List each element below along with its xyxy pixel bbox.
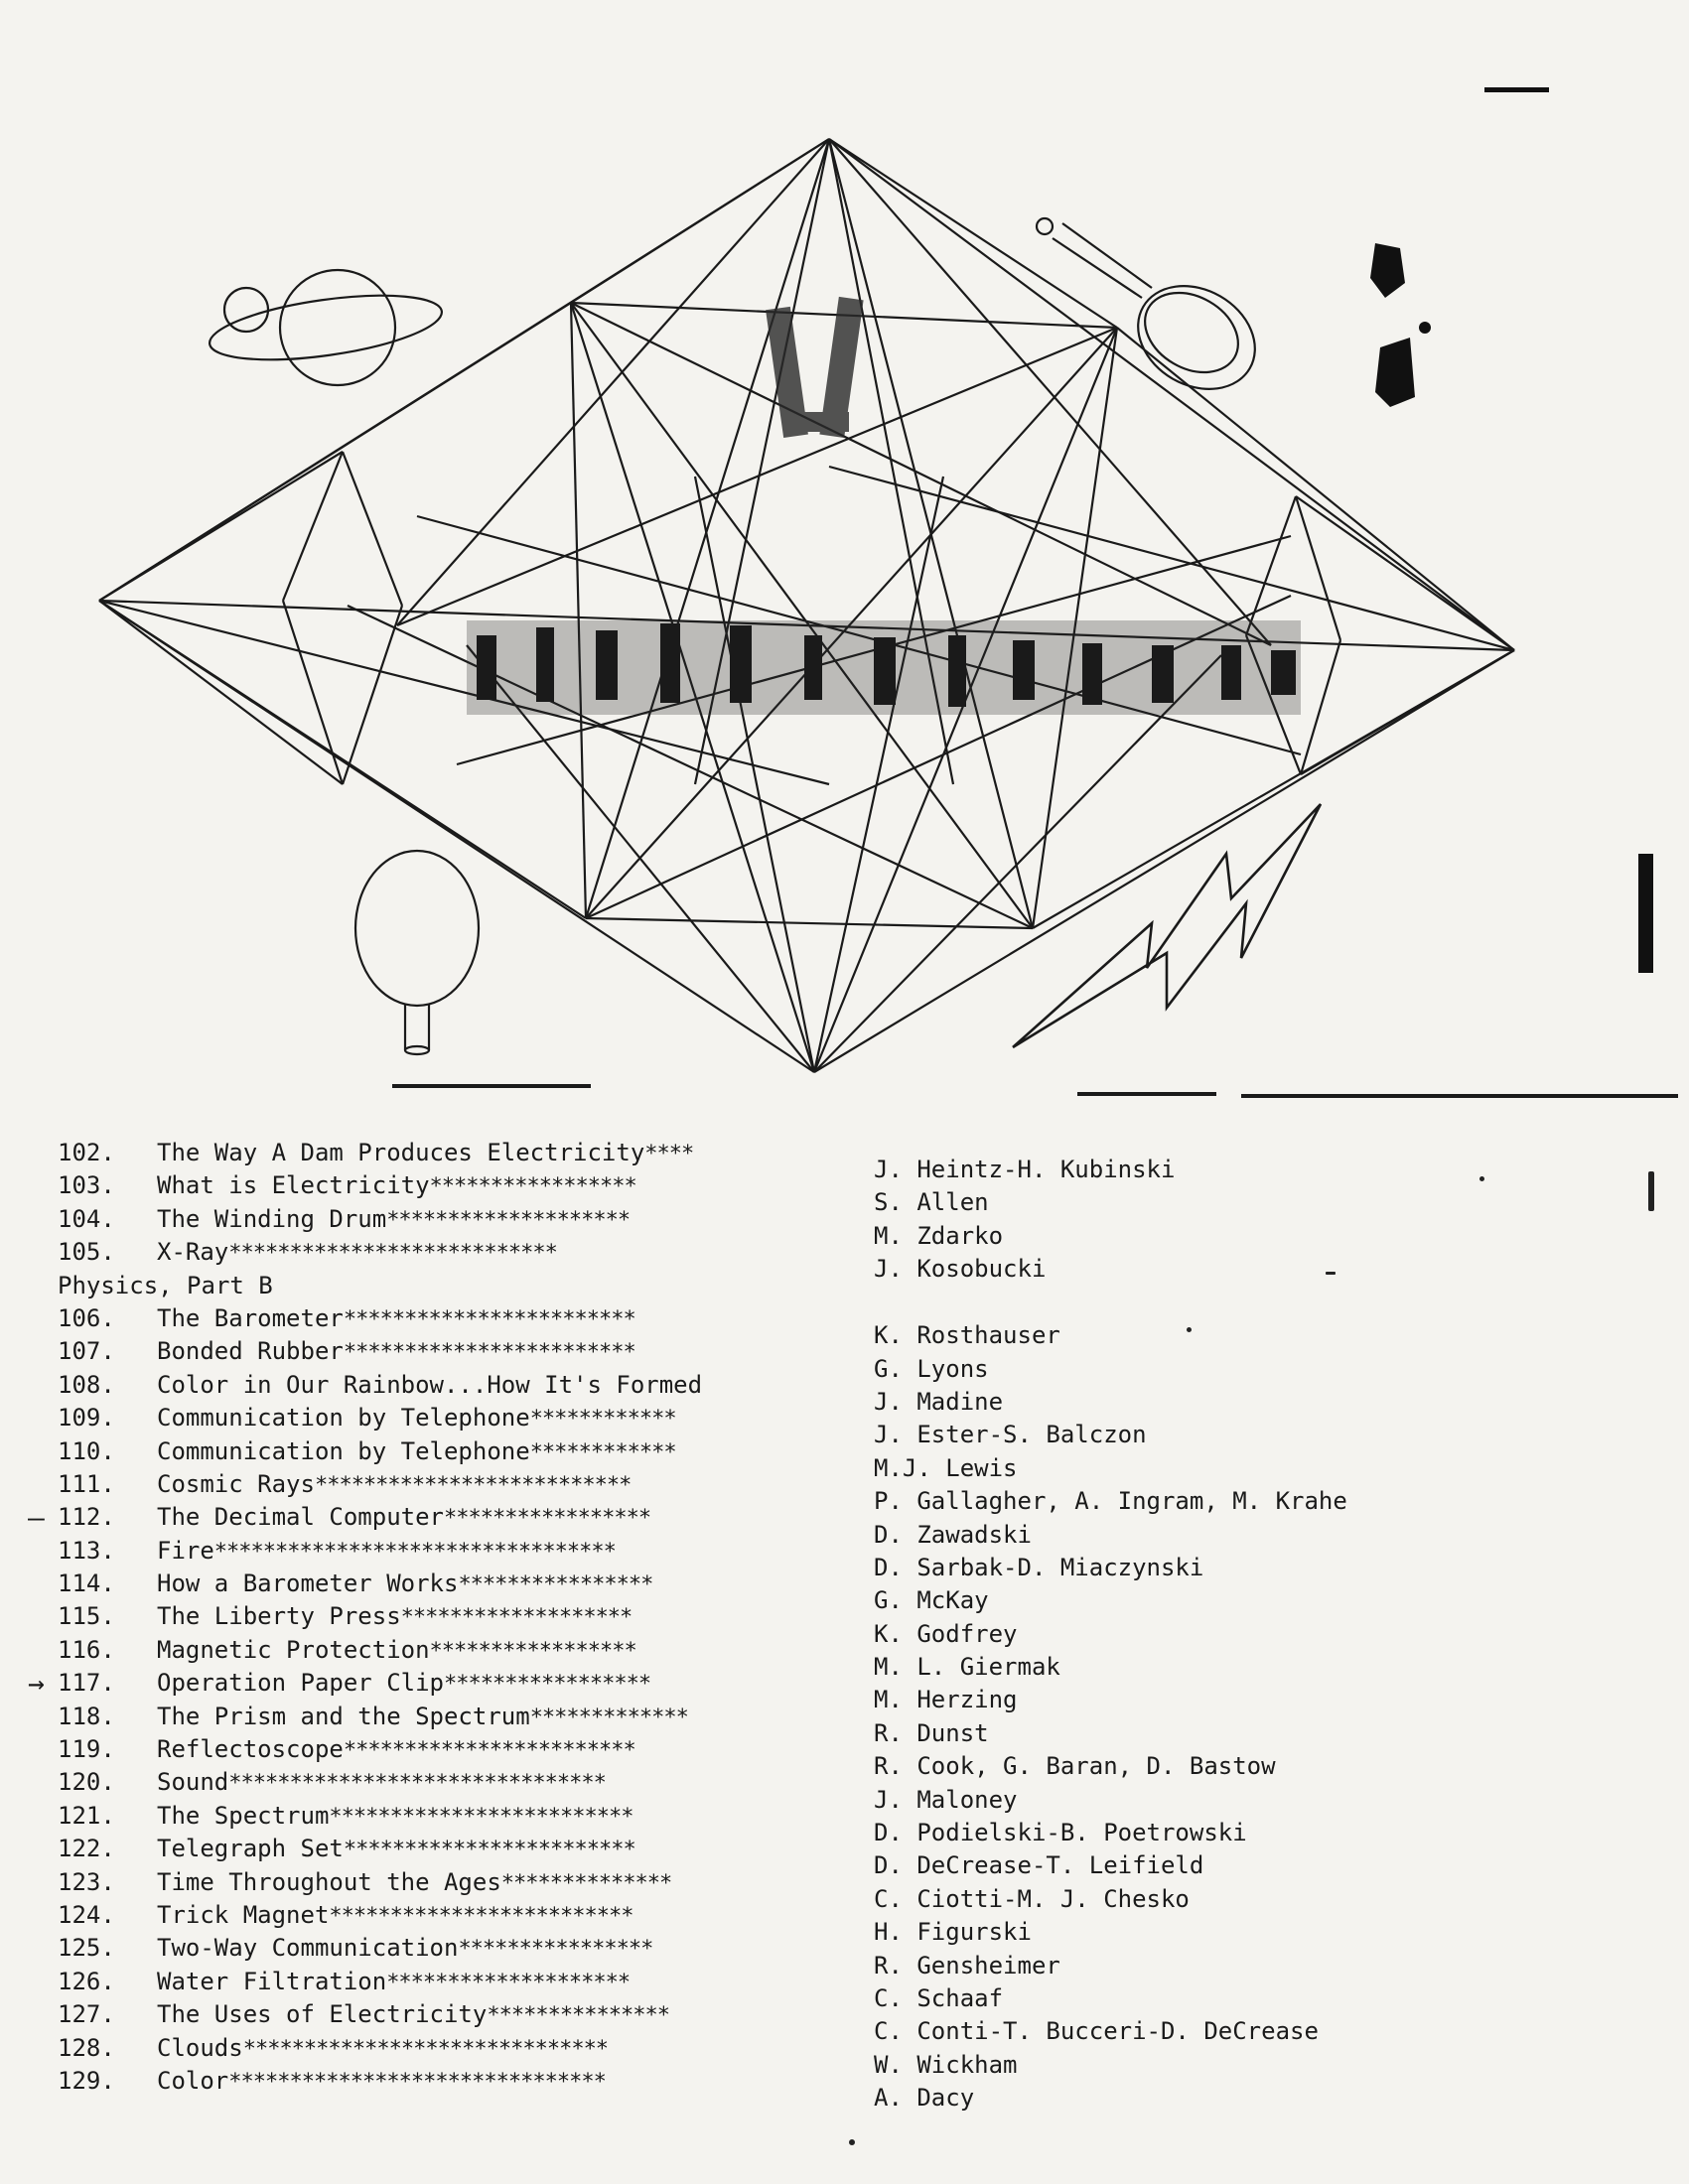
student-name: K. Rosthauser [874,1321,1060,1350]
left-small-diamond [99,452,402,784]
entry-title: Communication by Telephone [157,1404,530,1433]
entry-title: Two-Way Communication [157,1934,459,1963]
margin-dash-mark: — [28,1501,45,1535]
entry-title: The Liberty Press [157,1602,401,1631]
list-item [58,1568,852,1600]
entry-title: Time Throughout the Ages [157,1867,501,1896]
entry-title: Bonded Rubber [157,1337,344,1366]
entry-title: Telegraph Set [157,1835,344,1863]
student-name: D. Sarbak-D. Miaczynski [874,1553,1204,1581]
list-item [58,1998,852,2031]
student-name: M. Herzing [874,1686,1018,1714]
entry-fill: ******************** [386,1970,631,1995]
entry-fill: ************* [529,1705,688,1730]
entry-number: 113. [58,1536,115,1565]
student-name: C. Ciotti-M. J. Chesko [874,1884,1190,1913]
entry-title: The Winding Drum [157,1204,387,1233]
entry-number: 122. [58,1835,115,1863]
student-name: R. Cook, G. Baran, D. Bastow [874,1752,1276,1781]
entry-number: 103. [58,1171,115,1200]
entry-title: Clouds [157,2033,243,2062]
student-name: R. Dunst [874,1718,989,1747]
entry-number: 118. [58,1702,115,1730]
entry-number: 128. [58,2033,115,2062]
entry-fill: **************** [458,1572,653,1598]
list-item [58,1866,852,1899]
entry-number: 105. [58,1238,115,1267]
entry-number: 108. [58,1370,115,1399]
entry-title: The Uses of Electricity [157,2000,488,2029]
ink-speck [1648,1171,1654,1211]
list-item [58,1302,852,1335]
list-item [58,1236,852,1269]
entry-fill: ************************ [343,1340,635,1366]
list-item [58,1600,852,1633]
student-name: H. Figurski [874,1918,1032,1947]
entry-fill: ************************ [343,1838,635,1863]
entry-title: Color in Our Rainbow...How It's Formed [157,1370,703,1399]
list-item [58,1402,852,1434]
list-item [58,1335,852,1368]
entry-title: Sound [157,1768,229,1797]
entry-fill: ************************ [343,1306,635,1332]
student-name: G. Lyons [874,1354,989,1383]
entry-title: Reflectoscope [157,1735,344,1764]
bulb-drawing [355,851,479,1054]
entry-fill: ***************** [429,1638,636,1664]
entry-number: 115. [58,1602,115,1631]
list-item [58,2032,852,2065]
entry-number: 126. [58,1967,115,1995]
star-lines [99,139,1514,1072]
section-heading [58,1270,852,1302]
entry-title: X-Ray [157,1238,229,1267]
list-item [58,1733,852,1766]
entry-title: How a Barometer Works [157,1570,459,1598]
list-item [58,1535,852,1568]
student-name: R. Gensheimer [874,1951,1060,1979]
list-item [58,1435,852,1468]
entry-fill: ***************** [443,1506,651,1532]
list-item [58,1203,852,1236]
list-item [28,1501,852,1535]
student-name: C. Schaaf [874,1983,1004,2012]
student-name: M. L. Giermak [874,1653,1060,1682]
entry-fill: ************** [500,1870,672,1896]
entry-number: 106. [58,1303,115,1332]
entry-fill: ************ [529,1407,676,1433]
ink-speck [1479,1176,1484,1181]
entry-fill: *************** [487,2003,670,2029]
list-item [58,1833,852,1865]
list-item [58,1800,852,1833]
entry-title: The Barometer [157,1303,344,1332]
ink-speck [1326,1272,1336,1275]
student-name: J. Heintz-H. Kubinski [874,1156,1176,1183]
student-name: K. Godfrey [874,1619,1018,1648]
entry-title: What is Electricity [157,1171,430,1200]
entry-fill: ******************* [400,1605,633,1631]
student-name: J. Kosobucki [874,1255,1047,1284]
entry-fill: ************************* [329,1804,633,1830]
entry-title: The Spectrum [157,1801,330,1830]
entry-number: 119. [58,1735,115,1764]
student-name: M. Zdarko [874,1221,1004,1250]
student-name: J. Ester-S. Balczon [874,1421,1147,1449]
project-titles-column [28,1137,852,2098]
entry-number: 110. [58,1436,115,1465]
entry-fill: ******************************* [228,2069,606,2095]
entry-title: Communication by Telephone [157,1436,530,1465]
list-item [28,1667,852,1701]
student-names-column [874,1154,1668,2116]
entry-number: 104. [58,1204,115,1233]
entry-title: The Way A Dam Produces Electricity [157,1139,645,1166]
entry-number: 107. [58,1337,115,1366]
entry-fill: ***************** [443,1672,651,1698]
entry-title: The Prism and the Spectrum [157,1702,530,1730]
entry-title: Color [157,2066,229,2095]
section-heading-text: Physics, Part B [58,1271,273,1299]
entry-number: 125. [58,1934,115,1963]
student-name: D. Zawadski [874,1520,1032,1549]
entry-number: 129. [58,2066,115,2095]
outer-diamond [99,139,1514,1072]
entry-number: 111. [58,1469,115,1498]
list-item [58,1468,852,1501]
entry-title: Operation Paper Clip [157,1669,444,1698]
student-name: M.J. Lewis [874,1453,1018,1482]
list-item [58,1899,852,1932]
entry-title: Magnetic Protection [157,1635,430,1664]
list-item [58,1137,852,1169]
entry-fill: ************ [529,1439,676,1465]
entry-number: 116. [58,1635,115,1664]
entry-number: 112. [58,1503,115,1532]
entry-fill: ************************ [343,1738,635,1764]
entry-title: Water Filtration [157,1967,387,1995]
list-item [58,1369,852,1402]
ink-speck [1187,1327,1192,1332]
entry-fill: ************************** [314,1472,632,1498]
student-name: S. Allen [874,1188,989,1217]
entry-title: Fire [157,1536,214,1565]
entry-number: 124. [58,1900,115,1929]
entry-fill: **************** [458,1937,653,1963]
student-name: J. Madine [874,1387,1004,1416]
list-item [58,1932,852,1965]
list-item [58,1766,852,1799]
student-name: C. Conti-T. Bucceri-D. DeCrease [874,2017,1319,2046]
margin-arrow-mark: → [28,1667,45,1701]
entry-number: 120. [58,1768,115,1797]
student-name: W. Wickham [874,2050,1018,2079]
list-item [58,2065,852,2098]
student-name: J. Maloney [874,1785,1018,1814]
entry-fill: ********************************* [213,1539,616,1565]
entry-number: 127. [58,2000,115,2029]
list-item [58,1701,852,1733]
magnifier-drawing [1037,218,1274,410]
list-item [58,1966,852,1998]
entry-number: 117. [58,1669,115,1698]
student-name: P. Gallagher, A. Ingram, M. Krahe [874,1487,1347,1516]
entry-fill: ******************************* [228,1771,606,1797]
entry-title: Cosmic Rays [157,1469,315,1498]
entry-title: The Decimal Computer [157,1503,444,1532]
entry-number: 123. [58,1867,115,1896]
student-name: G. McKay [874,1586,989,1615]
entry-number: 109. [58,1404,115,1433]
entry-fill: ******************** [386,1207,631,1233]
entry-title: Trick Magnet [157,1900,330,1929]
entry-fill: ***************** [429,1174,636,1200]
ink-speck [849,2139,855,2145]
list-item [58,1169,852,1202]
student-name: D. DeCrease-T. Leifield [874,1851,1204,1880]
entry-number: 114. [58,1570,115,1598]
planet-drawing [206,270,445,385]
entry-number: 121. [58,1801,115,1830]
student-name: D. Podielski-B. Poetrowski [874,1819,1247,1847]
entry-fill: ************************* [329,1903,633,1929]
entry-fill: *************************** [228,1241,557,1267]
student-name: A. Dacy [874,2084,975,2113]
entry-number: 102. [58,1139,115,1166]
list-item [58,1634,852,1667]
entry-fill: ****************************** [242,2036,609,2062]
entry-fill: **** [644,1142,694,1166]
